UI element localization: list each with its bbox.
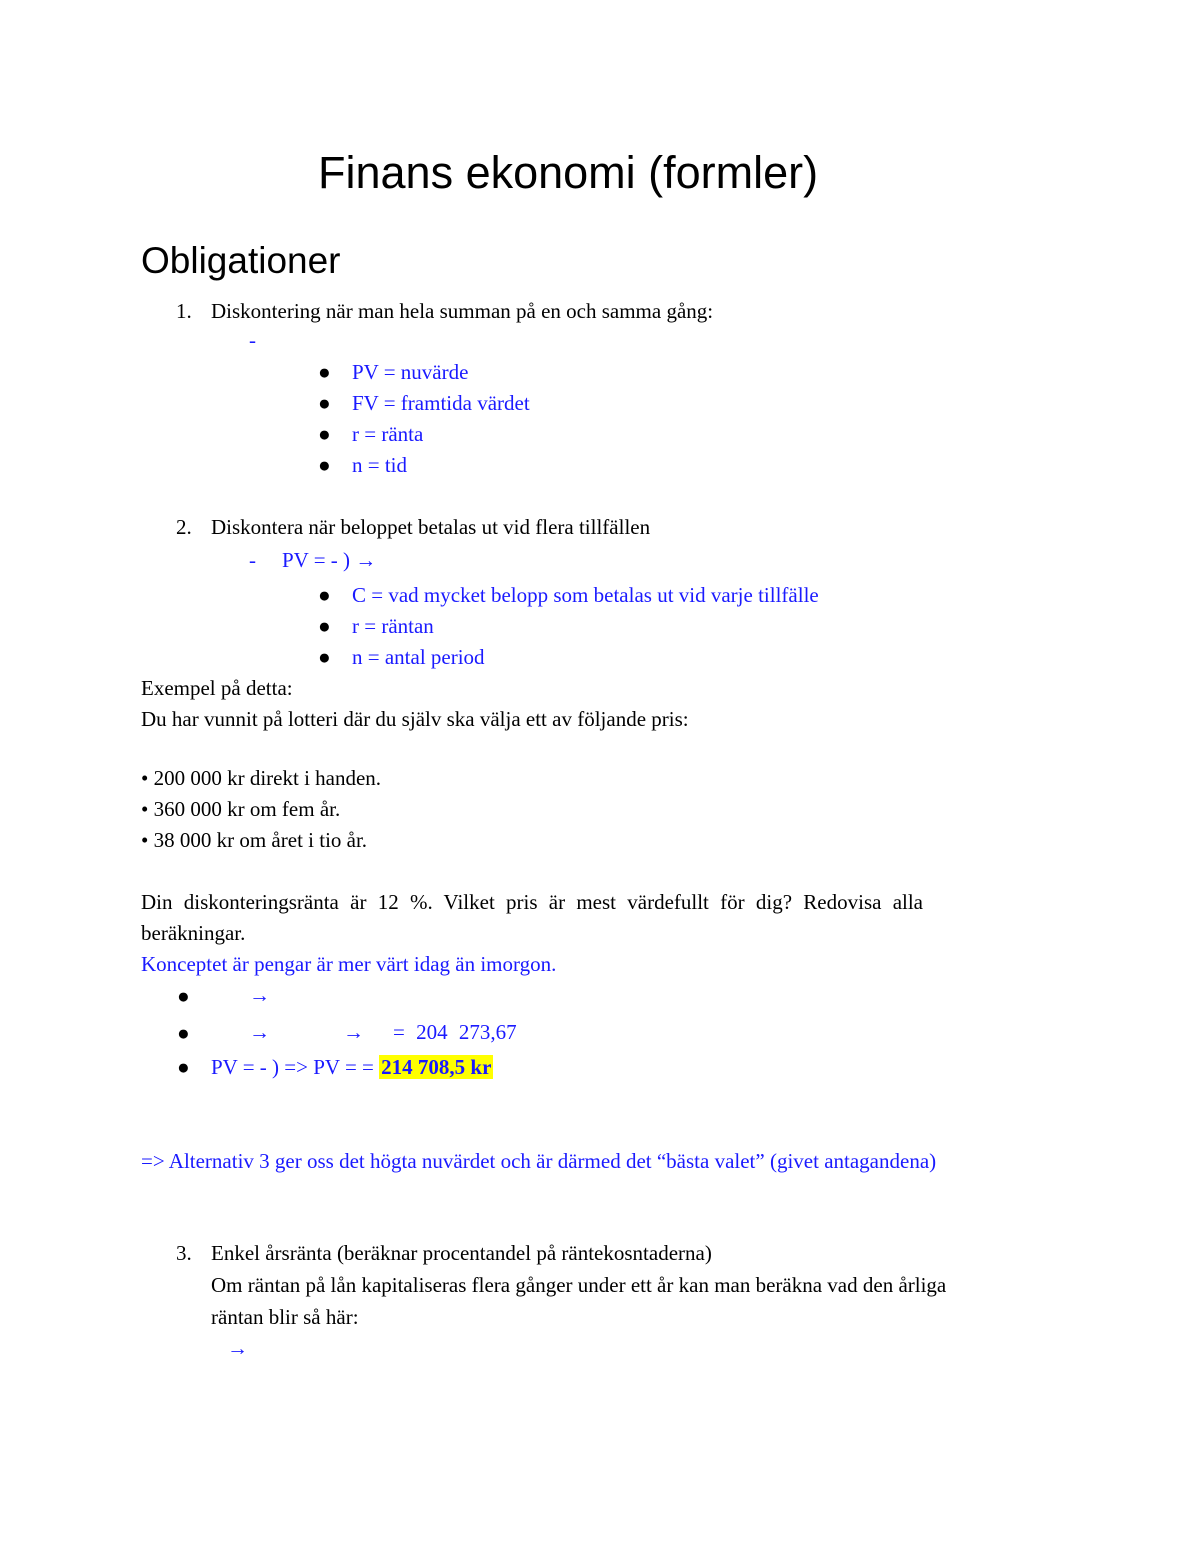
list-number-1: 1. bbox=[176, 299, 192, 323]
bullet-dot: ● bbox=[177, 984, 190, 1008]
example-option-3: • 38 000 kr om året i tio år. bbox=[141, 828, 368, 852]
bullet-dot: ● bbox=[318, 391, 331, 415]
example-intro: Du har vunnit på lotteri där du själv ska välja ett av följande pris: bbox=[141, 707, 689, 731]
calc-3-prefix: PV = - ) => PV = = bbox=[211, 1055, 374, 1079]
list-item-2-text: Diskontera när beloppet betalas ut vid flera tillfällen bbox=[211, 515, 651, 539]
bullet-fv: FV = framtida värdet bbox=[352, 391, 530, 415]
list-item-1-dash: - bbox=[249, 328, 256, 352]
formula-annuity: PV = - ) → bbox=[282, 548, 377, 572]
bullet-n: n = tid bbox=[352, 453, 408, 477]
calc-3-line bbox=[211, 1057, 493, 1078]
bullet-pv: PV = nuvärde bbox=[352, 360, 469, 384]
bullet-dot: ● bbox=[318, 645, 331, 669]
bullet-dot: ● bbox=[177, 1021, 190, 1045]
calc-2-arrow-1: → bbox=[249, 1020, 270, 1044]
calc-2-result: = 204 273,67 bbox=[393, 1020, 517, 1044]
bullet-n2: n = antal period bbox=[352, 645, 485, 669]
calc-1-arrow: → bbox=[249, 983, 270, 1007]
highlighted-result: 214 708,5 kr bbox=[381, 1055, 492, 1079]
list-item-3-arrow: → bbox=[227, 1336, 248, 1360]
bullet-dot: ● bbox=[318, 614, 331, 638]
example-question-line2: beräkningar. bbox=[141, 921, 246, 945]
list-number-2: 2. bbox=[176, 515, 192, 539]
bullet-dot: ● bbox=[318, 583, 331, 607]
example-heading: Exempel på detta: bbox=[141, 676, 293, 700]
list-number-3: 3. bbox=[176, 1241, 192, 1265]
list-item-1-text: Diskontering när man hela summan på en och samma gång: bbox=[211, 299, 714, 323]
calc-2-arrow-2: → bbox=[343, 1020, 364, 1044]
bullet-dot: ● bbox=[318, 422, 331, 446]
section-heading: Obligationer bbox=[141, 240, 341, 281]
conclusion-text: => Alternativ 3 ger oss det högta nuvärdet och är därmed det “bästa valet” (givet antagandena) bbox=[141, 1149, 937, 1173]
list-item-3-desc-line2: räntan blir så här: bbox=[211, 1305, 359, 1329]
bullet-dot: ● bbox=[177, 1055, 190, 1079]
list-item-3-text: Enkel årsränta (beräknar procentandel på räntekosntaderna) bbox=[211, 1241, 712, 1265]
bullet-r2: r = räntan bbox=[352, 614, 434, 638]
bullet-r: r = ränta bbox=[352, 422, 424, 446]
bullet-c: C = vad mycket belopp som betalas ut vid varje tillfälle bbox=[352, 583, 819, 607]
example-option-1: • 200 000 kr direkt i handen. bbox=[141, 766, 382, 790]
list-item-3-desc-line1: Om räntan på lån kapitaliseras flera gånger under ett år kan man beräkna vad den årliga bbox=[211, 1273, 947, 1297]
list-item-2-dash: - bbox=[249, 548, 256, 572]
bullet-dot: ● bbox=[318, 453, 331, 477]
concept-text: Konceptet är pengar är mer värt idag än imorgon. bbox=[141, 952, 557, 976]
example-option-2: • 360 000 kr om fem år. bbox=[141, 797, 341, 821]
example-question-line1: Din diskonteringsränta är 12 %. Vilket pris är mest värdefullt för dig? Redovisa alla bbox=[141, 890, 924, 914]
document-title: Finans ekonomi (formler) bbox=[318, 147, 819, 198]
bullet-dot: ● bbox=[318, 360, 331, 384]
